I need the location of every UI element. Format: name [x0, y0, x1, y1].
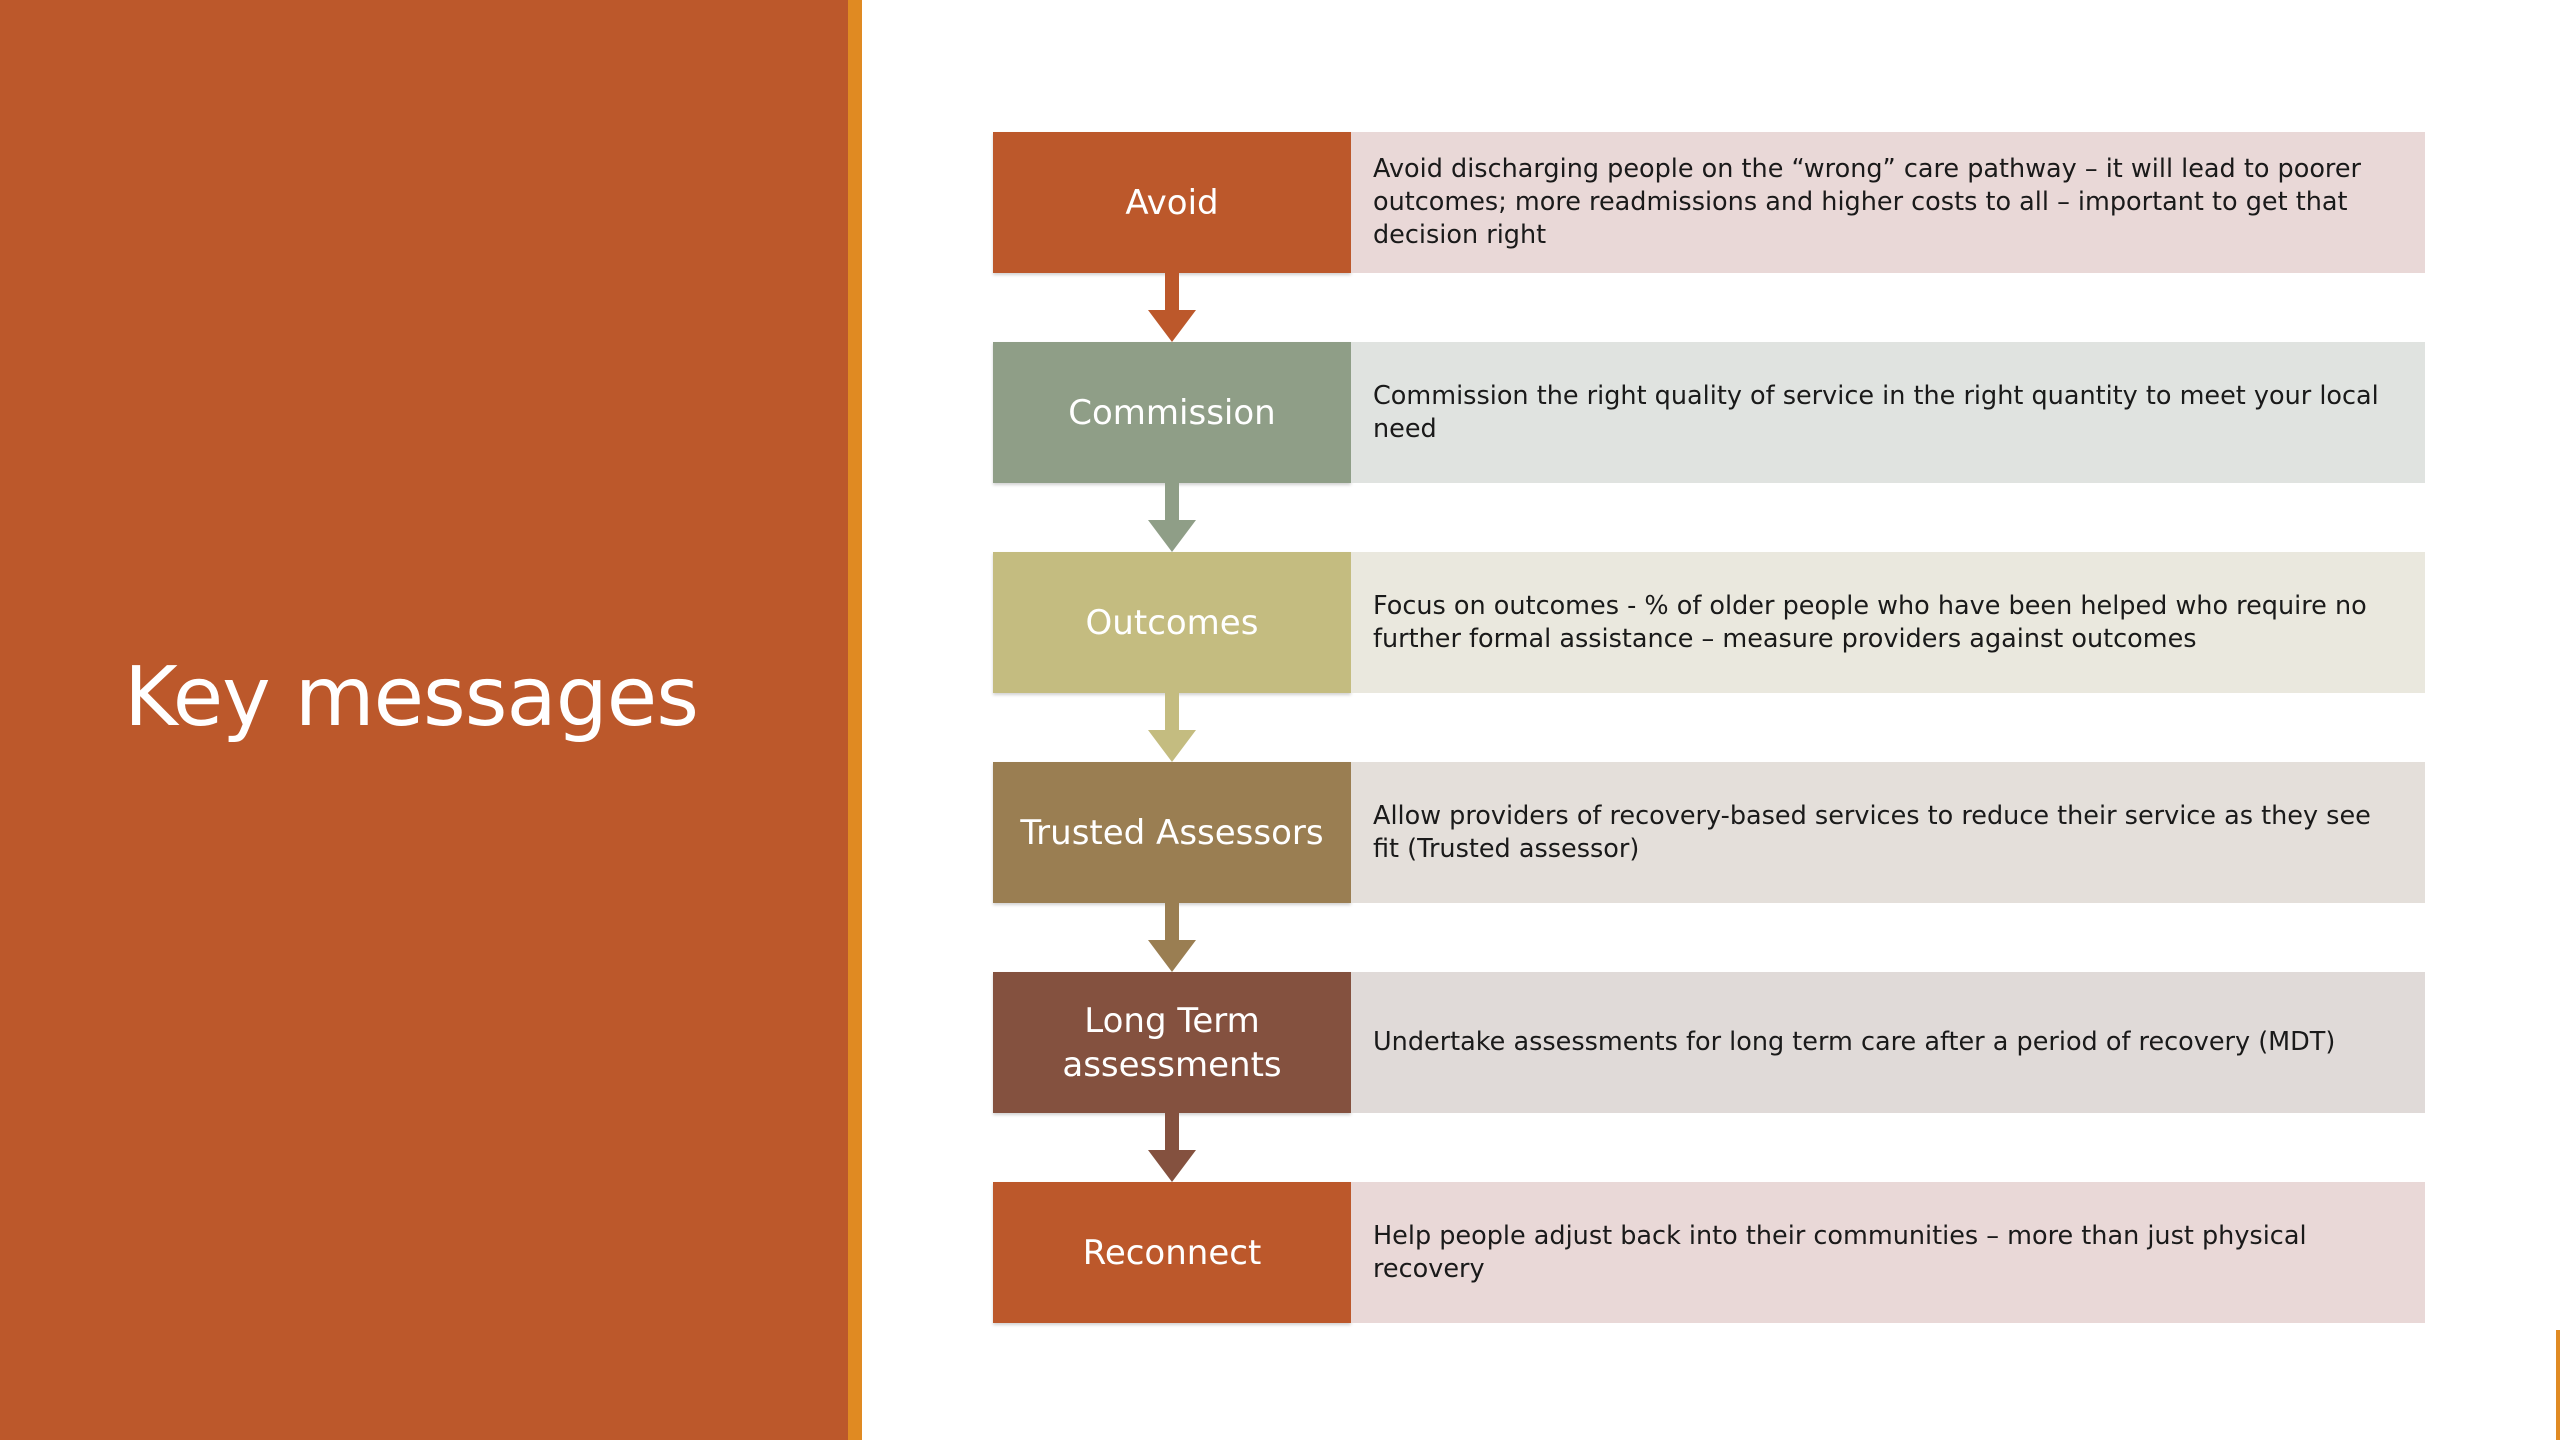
title-panel: [0, 0, 848, 1440]
step-description: Help people adjust back into their communities – more than just physical recovery: [1351, 1182, 2425, 1323]
step-description: Allow providers of recovery-based services to reduce their service as they see fit (Trusted assessor): [1351, 762, 2425, 903]
down-arrow-icon: [1148, 273, 1196, 342]
step-outcomes: [993, 552, 2425, 693]
down-arrow-icon: [1148, 1113, 1196, 1182]
step-long-term-assessments: [993, 972, 2425, 1113]
down-arrow-icon: [1148, 693, 1196, 762]
step-label: Long Term assessments: [993, 972, 1351, 1113]
down-arrow-icon: [1148, 483, 1196, 552]
step-trusted-assessors: [993, 762, 2425, 903]
step-avoid: [993, 132, 2425, 273]
step-reconnect: [993, 1182, 2425, 1323]
accent-bar: [848, 0, 862, 1440]
step-label: Reconnect: [993, 1182, 1351, 1323]
step-description: Focus on outcomes - % of older people who have been helped who require no further formal assistance – measure providers against outcomes: [1351, 552, 2425, 693]
step-label: Trusted Assessors: [993, 762, 1351, 903]
step-label: Commission: [993, 342, 1351, 483]
step-description: Commission the right quality of service in the right quantity to meet your local need: [1351, 342, 2425, 483]
corner-accent: [2556, 1330, 2560, 1440]
step-commission: [993, 342, 2425, 483]
step-label: Outcomes: [993, 552, 1351, 693]
down-arrow-icon: [1148, 903, 1196, 972]
step-label: Avoid: [993, 132, 1351, 273]
step-description: Undertake assessments for long term care after a period of recovery (MDT): [1351, 972, 2425, 1113]
step-description: Avoid discharging people on the “wrong” care pathway – it will lead to poorer outcomes; more readmissions and higher costs to all – important to get that decision right: [1351, 132, 2425, 273]
slide-title: Key messages: [124, 650, 698, 745]
